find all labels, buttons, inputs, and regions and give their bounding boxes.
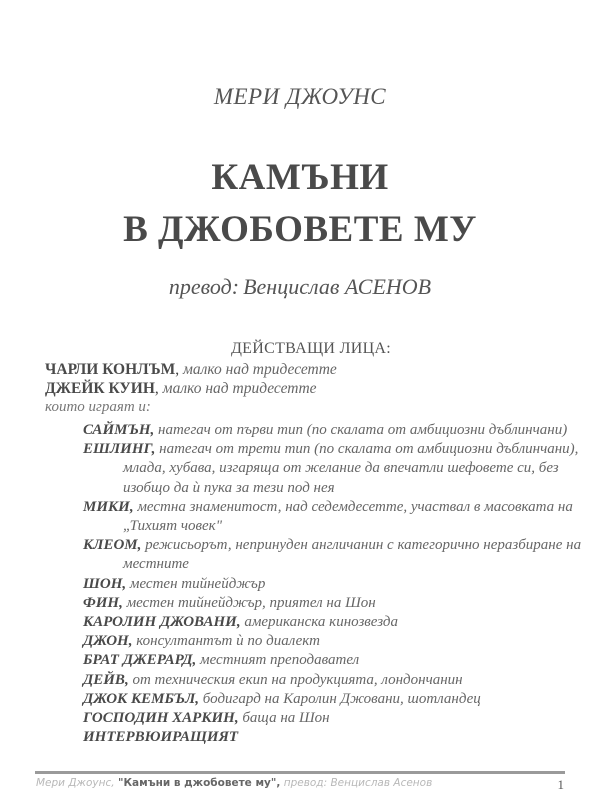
role-item: ДЖОН, консултантът ѝ по диалект: [83, 633, 320, 650]
translator-credit: [0, 274, 600, 300]
character-desc: бодигард на Каролин Джовани, шотландец: [202, 690, 481, 707]
role-item: БРАТ ДЖЕРАРД, местният преподавател: [83, 652, 360, 669]
character-name: ЕШЛИНГ: [83, 441, 152, 458]
role-item: КАРОЛИН ДЖОВАНИ, американска кинозвезда: [83, 614, 399, 631]
character-desc: американска кинозвезда: [244, 614, 399, 631]
character-desc: натегач от трети тип (по скалата от амбициозни дъблинчани), млада, хубава, изгаряща от желание да впечатли шефовете си, без изобщо да ѝ пука за тези под нея: [123, 441, 579, 496]
character-desc: малко над тридесетте: [162, 380, 317, 397]
author-name: МЕРИ ДЖОУНС: [213, 84, 387, 109]
character-name: ДЖОК КЕМБЪЛ: [83, 690, 196, 707]
character-name: ГОСПОДИН ХАРКИН: [83, 710, 235, 727]
lead-cast-list: [45, 360, 585, 417]
character-name: ДЕЙВ: [83, 671, 125, 688]
character-name: ДЖЕЙК КУИН: [45, 380, 155, 397]
role-item: [83, 728, 593, 747]
character-name: САЙМЪН: [83, 422, 151, 438]
character-desc: местен тийнейджър, приятел на Шон: [126, 594, 376, 611]
page-footer: [36, 777, 564, 792]
character-desc: консултантът ѝ по диалект: [136, 633, 320, 650]
role-item: ФИН, местен тийнейджър, приятел на Шон: [83, 594, 376, 611]
role-list: [83, 421, 593, 747]
footer-author: Мери Джоунс,: [36, 777, 115, 789]
character-desc: местна знаменитост, над седемдесетте, участвал в масовката на „Тихият човек": [123, 498, 573, 535]
character-desc: натегач от първи тип (по скалата от амбициозни дъблинчани): [158, 422, 568, 438]
lead-item: [45, 360, 585, 379]
character-desc: режисьорът, непринуден англичанин с категорично неразбиране на местните: [123, 537, 582, 573]
character-name: ЧАРЛИ КОНЛЪМ: [45, 361, 176, 378]
role-item: ГОСПОДИН ХАРКИН, баща на Шон: [83, 710, 330, 727]
character-name: ДЖОН: [83, 633, 129, 650]
title-line-2: В ДЖОБОВЕТЕ МУ: [123, 209, 477, 250]
character-name: ИНТЕРВЮИРАЩИЯТ: [83, 729, 239, 746]
role-item: ШОН, местен тийнейджър: [83, 575, 266, 592]
who-also-play: които играят и:: [45, 399, 151, 415]
character-name: ФИН: [83, 594, 120, 611]
page-number: 1: [557, 777, 564, 792]
role-item: ДЕЙВ, от техническия екип на продукцията, лондончанин: [83, 671, 463, 688]
character-desc: от техническия екип на продукцията, лондончанин: [132, 671, 463, 688]
character-name: ШОН: [83, 575, 123, 592]
role-item: КЛЕОМ, режисьорът, непринуден англичанин с категорично неразбиране на местните: [83, 537, 582, 573]
character-name: МИКИ: [83, 498, 130, 515]
translator-label: превод:: [168, 274, 240, 299]
cast-heading: ДЕЙСТВАЩИ ЛИЦА:: [230, 340, 392, 357]
character-desc: малко над тридесетте: [182, 361, 337, 378]
footer-title: "Камъни в джобовете му",: [117, 777, 281, 789]
character-name: БРАТ ДЖЕРАРД: [83, 652, 193, 669]
footer-translator: превод: Венцислав Асенов: [283, 777, 433, 789]
character-desc: баща на Шон: [242, 710, 330, 727]
role-item: ДЖОК КЕМБЪЛ, бодигард на Каролин Джовани, шотландец: [83, 690, 481, 707]
title-line-1: КАМЪНИ: [211, 157, 389, 198]
translator-name: Венцислав АСЕНОВ: [243, 274, 432, 299]
play-title: [0, 152, 600, 256]
character-desc: местният преподавател: [200, 652, 360, 669]
footer-divider: [35, 771, 565, 774]
role-item: САЙМЪН, натегач от първи тип (по скалата от амбициозни дъблинчани): [83, 422, 568, 438]
role-item: ЕШЛИНГ, натегач от трети тип (по скалата от амбициозни дъблинчани), млада, хубава, изгаряща от желание да впечатли шефовете си, без изобщо да ѝ пука за тези под нея: [83, 441, 579, 496]
comma: ,: [175, 361, 183, 378]
lead-item: [45, 379, 585, 398]
character-name: КАРОЛИН ДЖОВАНИ: [83, 614, 237, 631]
role-item: МИКИ, местна знаменитост, над седемдесетте, участвал в масовката на „Тихият човек": [83, 498, 573, 535]
character-desc: местен тийнейджър: [129, 575, 266, 592]
character-name: КЛЕОМ: [83, 537, 138, 554]
comma: ,: [154, 380, 163, 397]
